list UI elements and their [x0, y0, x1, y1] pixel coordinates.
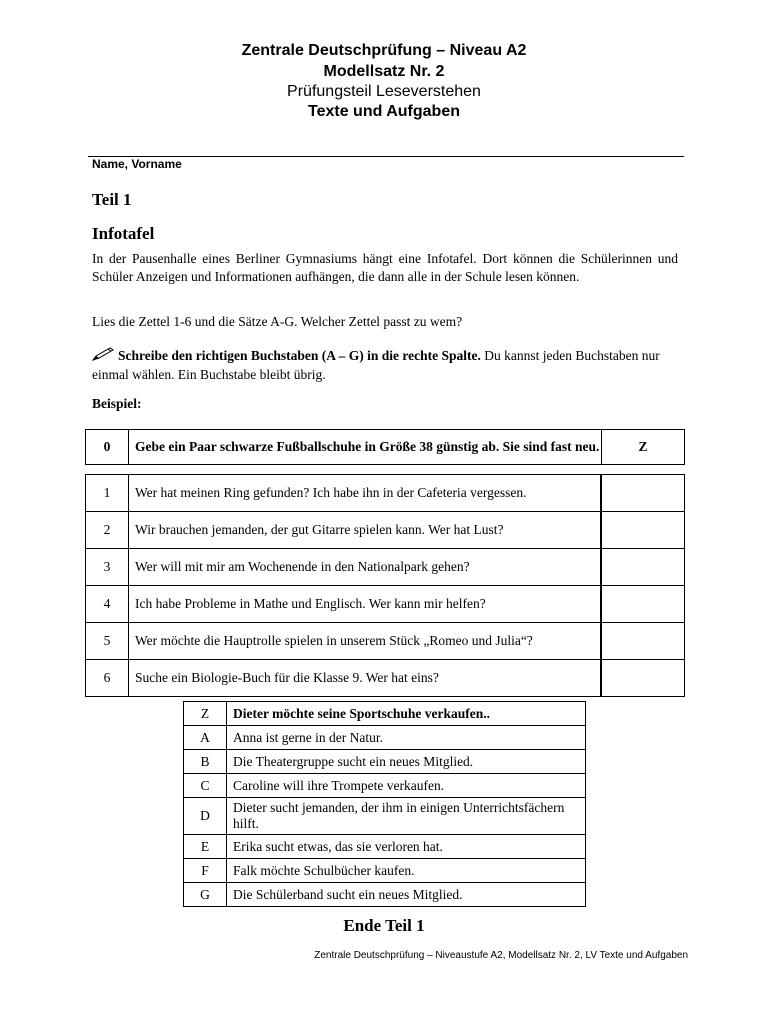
instruction-rest: Du kannst jeden Buchstaben nur einmal wählen. Ein Buchstabe bleibt übrig.: [92, 348, 660, 382]
note-answer-cell[interactable]: [601, 549, 685, 586]
exam-part-title: Prüfungsteil Leseverstehen: [287, 83, 481, 100]
statement-text: Dieter möchte seine Sportschuhe verkaufen..: [227, 702, 586, 726]
statement-letter: E: [184, 835, 227, 859]
name-label: Name, Vorname: [92, 157, 182, 171]
statement-letter: B: [184, 750, 227, 774]
note-number: 2: [86, 512, 129, 549]
note-text: Ich habe Probleme in Mathe und Englisch. Wer kann mir helfen?: [129, 586, 602, 623]
end-label: Ende Teil 1: [343, 916, 425, 935]
note-row: [86, 586, 685, 623]
note-text: Wer hat meinen Ring gefunden? Ich habe ihn in der Cafeteria vergessen.: [129, 475, 602, 512]
statement-text: Anna ist gerne in der Natur.: [227, 726, 586, 750]
pencil-icon: [92, 347, 114, 361]
model-set-title: Modellsatz Nr. 2: [323, 63, 445, 80]
note-answer-cell[interactable]: [601, 475, 685, 512]
note-number: 6: [86, 660, 129, 697]
statement-row: [184, 835, 586, 859]
statements-table: [183, 701, 586, 907]
section-subtitle: Infotafel: [92, 224, 155, 243]
note-number: 3: [86, 549, 129, 586]
statement-text: Caroline will ihre Trompete verkaufen.: [227, 774, 586, 798]
example-row: [86, 430, 685, 465]
note-text: Wer möchte die Hauptrolle spielen in unserem Stück „Romeo und Julia“?: [129, 623, 602, 660]
note-text: Suche ein Biologie-Buch für die Klasse 9. Wer hat eins?: [129, 660, 602, 697]
notes-table: [85, 474, 685, 697]
statement-letter: Z: [184, 702, 227, 726]
note-row: [86, 660, 685, 697]
note-number: 4: [86, 586, 129, 623]
statement-row: [184, 798, 586, 835]
note-answer-cell[interactable]: [601, 660, 685, 697]
note-answer-cell[interactable]: [601, 586, 685, 623]
note-answer-cell[interactable]: [601, 623, 685, 660]
statement-letter: D: [184, 798, 227, 835]
note-text: Wer will mit mir am Wochenende in den Nationalpark gehen?: [129, 549, 602, 586]
statement-letter: G: [184, 883, 227, 907]
note-row: [86, 475, 685, 512]
exam-title: Zentrale Deutschprüfung – Niveau A2: [241, 42, 527, 59]
page-footer: Zentrale Deutschprüfung – Niveaustufe A2, Modellsatz Nr. 2, LV Texte und Aufgaben: [314, 950, 688, 961]
instruction-write: [92, 346, 682, 384]
statement-text: Die Schülerband sucht ein neues Mitglied.: [227, 883, 586, 907]
section-title: Teil 1: [92, 190, 132, 209]
statement-row: [184, 750, 586, 774]
statement-row: [184, 883, 586, 907]
note-number: 5: [86, 623, 129, 660]
instruction-bold: Schreibe den richtigen Buchstaben (A – G) in die rechte Spalte.: [118, 348, 481, 363]
statement-text: Erika sucht etwas, das sie verloren hat.: [227, 835, 586, 859]
note-text: Wir brauchen jemanden, der gut Gitarre spielen kann. Wer hat Lust?: [129, 512, 602, 549]
instruction-text: Lies die Zettel 1-6 und die Sätze A-G. Welcher Zettel passt zu wem?: [92, 314, 463, 329]
statement-row: [184, 702, 586, 726]
note-row: [86, 549, 685, 586]
statement-letter: C: [184, 774, 227, 798]
note-row: [86, 512, 685, 549]
intro-paragraph: In der Pausenhalle eines Berliner Gymnasiums hängt eine Infotafel. Dort können die Schülerinnen und Schüler Anzeigen und Informationen aufhängen, die dann alle in der Schule lesen können.: [92, 251, 678, 284]
example-table: [85, 429, 685, 465]
statement-row: [184, 726, 586, 750]
statement-text: Dieter sucht jemanden, der ihm in einigen Unterrichtsfächern hilft.: [227, 798, 586, 835]
statement-row: [184, 859, 586, 883]
example-text: Gebe ein Paar schwarze Fußballschuhe in Größe 38 günstig ab. Sie sind fast neu.: [129, 430, 602, 465]
note-row: [86, 623, 685, 660]
note-number: 1: [86, 475, 129, 512]
example-answer: Z: [602, 430, 685, 465]
example-number: 0: [86, 430, 129, 465]
statement-text: Die Theatergruppe sucht ein neues Mitglied.: [227, 750, 586, 774]
statement-letter: A: [184, 726, 227, 750]
note-answer-cell[interactable]: [601, 512, 685, 549]
texts-tasks-title: Texte und Aufgaben: [308, 103, 460, 120]
statement-row: [184, 774, 586, 798]
statement-letter: F: [184, 859, 227, 883]
statement-text: Falk möchte Schulbücher kaufen.: [227, 859, 586, 883]
example-label: Beispiel:: [92, 396, 142, 411]
